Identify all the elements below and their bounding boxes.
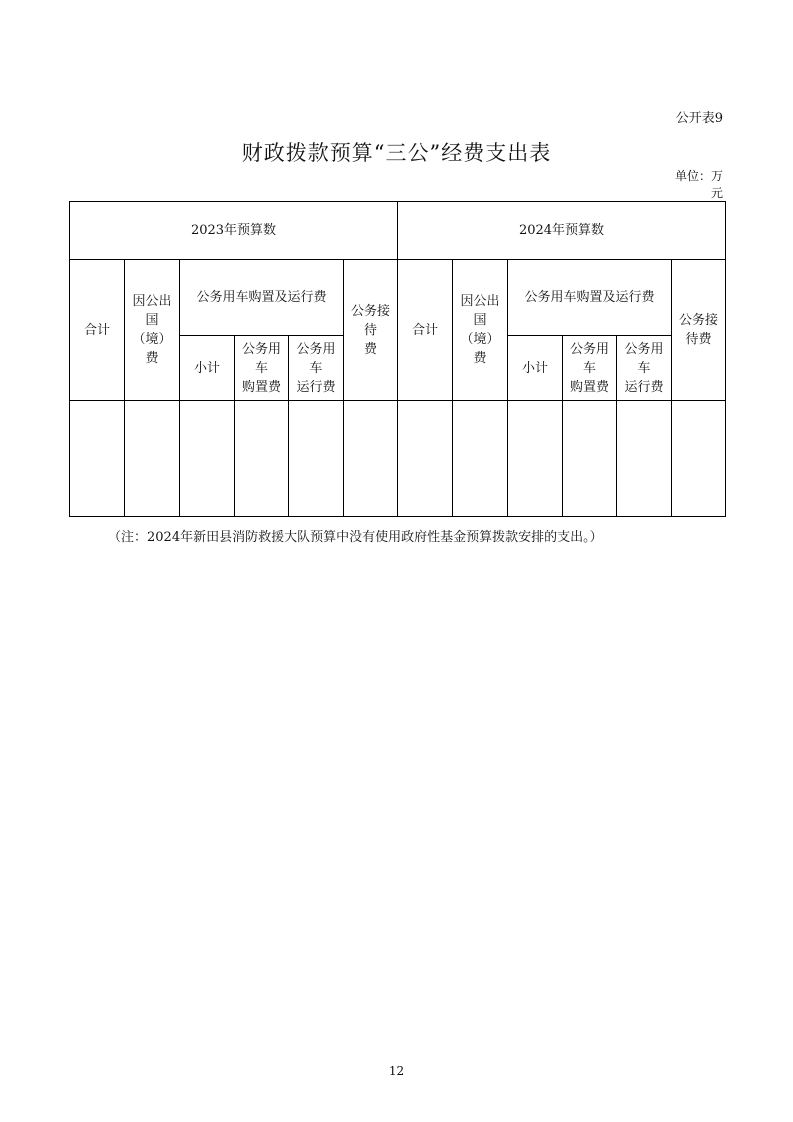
table-cell xyxy=(125,401,180,517)
page-number: 12 xyxy=(388,1064,405,1078)
unit-label: 单位：万 元 xyxy=(674,169,723,200)
table-cell xyxy=(453,401,508,517)
col-reception-2023: 公务接 待 费 xyxy=(344,260,398,401)
col-total-2023: 合计 xyxy=(70,260,125,401)
col-overseas-2024: 因公出 国 （境） 费 xyxy=(453,260,508,401)
col-vehicle-purchase-2023: 公务用 车 购置费 xyxy=(235,336,289,401)
col-reception-2024: 公务接 待费 xyxy=(672,260,726,401)
group-header-2024: 2024年预算数 xyxy=(398,202,726,260)
col-vehicle-2024: 公务用车购置及运行费 xyxy=(508,260,672,336)
table-number: 公开表9 xyxy=(675,111,723,126)
table-cell xyxy=(672,401,726,517)
col-vehicle-purchase-2024: 公务用 车 购置费 xyxy=(563,336,617,401)
table-cell xyxy=(344,401,398,517)
col-vehicle-operation-2024: 公务用 车 运行费 xyxy=(617,336,672,401)
table-row xyxy=(70,401,726,517)
group-header-2023: 2023年预算数 xyxy=(70,202,398,260)
col-vehicle-2023: 公务用车购置及运行费 xyxy=(180,260,344,336)
col-total-2024: 合计 xyxy=(398,260,453,401)
table-cell xyxy=(235,401,289,517)
table-cell xyxy=(289,401,344,517)
col-overseas-2023: 因公出 国 （境） 费 xyxy=(125,260,180,401)
col-vehicle-operation-2023: 公务用 车 运行费 xyxy=(289,336,344,401)
col-subtotal-2023: 小计 xyxy=(180,336,235,401)
table-cell xyxy=(508,401,563,517)
table-cell xyxy=(180,401,235,517)
page-title: 财政拨款预算“三公”经费支出表 xyxy=(241,141,552,165)
col-subtotal-2024: 小计 xyxy=(508,336,563,401)
table-cell xyxy=(70,401,125,517)
budget-table xyxy=(69,201,726,517)
footnote: （注：2024年新田县消防救援大队预算中没有使用政府性基金预算拨款安排的支出。） xyxy=(108,530,603,545)
table-cell xyxy=(617,401,672,517)
table-cell xyxy=(398,401,453,517)
table-cell xyxy=(563,401,617,517)
